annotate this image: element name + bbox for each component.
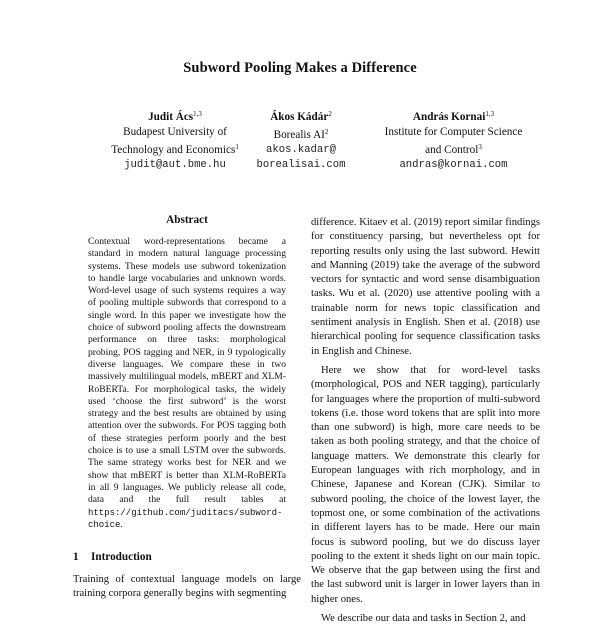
paragraph: Here we show that for word-level tasks (morphological, POS and NER tagging), particularly for languages where the proportion of multi-subword tokens (i.e. those word tokens that are split into more than one subword) is high, more care needs to be taken as both pooling strategy, and that the choice of language matters. We demonstrate this clearly for European languages with rich morphology, and in Chinese, Japanese and Korean (CJK). Similar to subword pooling, the choice of the lowest layer, the topmost one, or some combination of the activations in different layers has to be made. Here our main focus is subword pooling, but we do discuss layer pooling to the extent it sheds light on our main topic. We observe that the gap between using the first and the last subword unit is larger in lower layers than in higher ones. <box>311 364 540 605</box>
abstract-heading: Abstract <box>166 214 208 226</box>
section-heading-introduction: 1 Introduction <box>73 551 152 563</box>
author-name: András Kornai$^{1,3}$ <box>412 110 495 123</box>
author-email: borealisai.com <box>256 159 346 171</box>
author-email: akos.kadar@ <box>266 144 336 156</box>
paragraph: We describe our data and tasks in Section 2, and <box>321 613 526 625</box>
abstract-url[interactable]: https://github.com/juditacs/subword-choice <box>88 507 283 530</box>
abstract-text: Contextual word-representations became a standard in modern natural language processing systems. These models use subword tokenization to handle large vocabularies and unknown words. Word-level usage of such systems requires a way of pooling multiple subwords that correspond to a single word. In this paper we investigate how the choice of subword pooling affects the downstream performance on three tasks: morphological probing, POS tagging and NER, in 9 typologically diverse languages. We compare these in two massively multilingual models, mBERT and XLM-RoBERTa. For morphological tasks, the widely used ‘choose the first subword’ is the worst strategy and the best results are obtained by using attention over the subwords. For POS tagging both of these strategies perform poorly and the best choice is to use a small LSTM over the subwords. The same strategy works best for NER and we show that mBERT is better than XLM-RoBERTa in all 9 languages. We publicly release all code, data and the full result tables at https://github.com/juditacs/subword-choice. <box>88 236 286 530</box>
author-affiliation: and Control$^3$ <box>425 143 482 156</box>
author-block-3 <box>356 107 551 173</box>
author-email: judit@aut.bme.hu <box>124 159 226 171</box>
author-affiliation: Budapest University of <box>123 126 227 138</box>
author-name: Judit Ács$^{1,3}$ <box>148 110 202 123</box>
author-affiliation: Borealis $AI^2$ <box>273 128 329 141</box>
author-affiliation: Technology and Economics$^1$ <box>111 143 239 156</box>
author-email: andras@kornai.com <box>399 159 508 171</box>
paragraph: difference. Kitaev et al. (2019) report similar findings for constituency parsing, but nevertheless opt for reporting results only using the last subword. Hewitt and Manning (2019) take the average of the subword vectors for syntactic and word sense disambiguation tasks. Wu et al. (2020) use attentive pooling with a trainable norm for news topic classification and sentiment analysis in English. Shen et al. (2018) use hierarchical pooling for sequence classification tasks in English and Chinese. <box>311 217 540 357</box>
introduction-paragraph: Training of contextual language models on large training corpora generally begins with segmenting <box>73 574 301 599</box>
author-name: Ákos Kádár$^2$ <box>270 110 332 123</box>
paper-title: Subword Pooling Makes a Difference <box>183 60 417 76</box>
right-column-text <box>311 216 540 626</box>
author-affiliation: Institute for Computer Science <box>384 126 523 138</box>
